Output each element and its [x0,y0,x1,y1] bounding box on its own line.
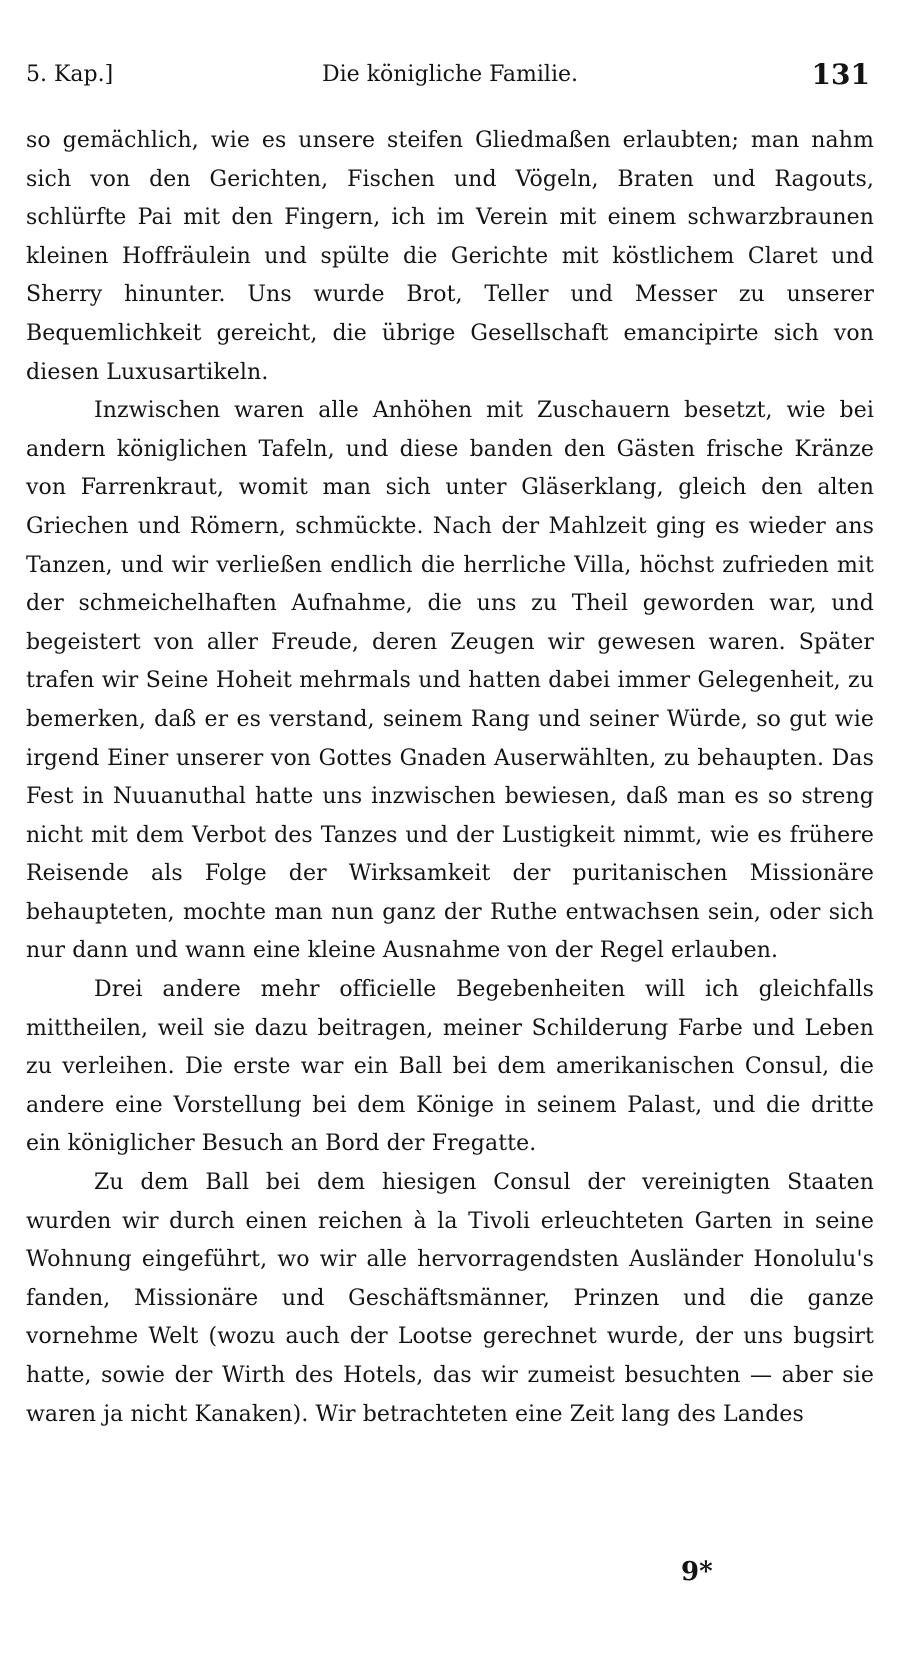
paragraph: Drei andere mehr officielle Begebenheiten will ich gleichfalls mittheilen, weil sie dazu beitragen, meiner Schilderung Farbe und Leben zu verleihen. Die erste war ein Ball bei dem amerikanischen Consul, die andere eine Vorstellung bei dem Könige in seinem Palast, und die dritte ein königlicher Besuch an Bord der Fregatte. [26,977,874,1157]
signature-mark: 9* [681,1557,713,1587]
running-title: Die königliche Familie. [322,62,578,87]
page-header [26,58,874,98]
paragraph: so gemächlich, wie es unsere steifen Gliedmaßen erlaubten; man nahm sich von den Gerichten, Fischen und Vögeln, Braten und Ragouts, schlürfte Pai mit den Fingern, ich im Verein mit einem schwarzbraunen kleinen Hoffräulein und spülte die Gerichte mit köstlichem Claret und Sherry hinunter. Uns wurde Brot, Teller und Messer zu unserer Bequemlichkeit gereicht, die übrige Gesellschaft emancipirte sich von diesen Luxusartikeln. [26,128,874,385]
page-number: 131 [811,58,870,91]
book-page [26,0,874,1655]
chapter-label: 5. Kap.] [26,62,114,87]
paragraph: Inzwischen waren alle Anhöhen mit Zuschauern besetzt, wie bei andern königlichen Tafeln, und diese banden den Gästen frische Kränze von Farrenkraut, womit man sich unter Gläserklang, gleich den alten Griechen und Römern, schmückte. Nach der Mahlzeit ging es wieder ans Tanzen, und wir verließen endlich die herrliche Villa, höchst zufrieden mit der schmeichelhaften Aufnahme, die uns zu Theil geworden war, und begeistert von aller Freude, deren Zeugen wir gewesen waren. Später trafen wir Seine Hoheit mehrmals und hatten dabei immer Gelegenheit, zu bemerken, daß er es verstand, seinem Rang und seiner Würde, so gut wie irgend Einer unserer von Gottes Gnaden Auserwählten, zu behaupten. Das Fest in Nuuanuthal hatte uns inzwischen bewiesen, daß man es so streng nicht mit dem Verbot des Tanzes und der Lustigkeit nimmt, wie es frühere Reisende als Folge der Wirksamkeit der puritanischen Missionäre behaupteten, mochte man nun ganz der Ruthe entwachsen sein, oder sich nur dann und wann eine kleine Ausnahme von der Regel erlauben. [26,398,874,964]
page-body [26,122,874,1434]
paragraph: Zu dem Ball bei dem hiesigen Consul der vereinigten Staaten wurden wir durch einen reichen à la Tivoli erleuchteten Garten in seine Wohnung eingeführt, wo wir alle hervorragendsten Ausländer Honolulu's fanden, Missionäre und Geschäftsmänner, Prinzen und die ganze vornehme Welt (wozu auch der Lootse gerechnet wurde, der uns bugsirt hatte, sowie der Wirth des Hotels, das wir zumeist besuchten — aber sie waren ja nicht Kanaken). Wir betrachteten eine Zeit lang des Landes [26,1170,874,1427]
